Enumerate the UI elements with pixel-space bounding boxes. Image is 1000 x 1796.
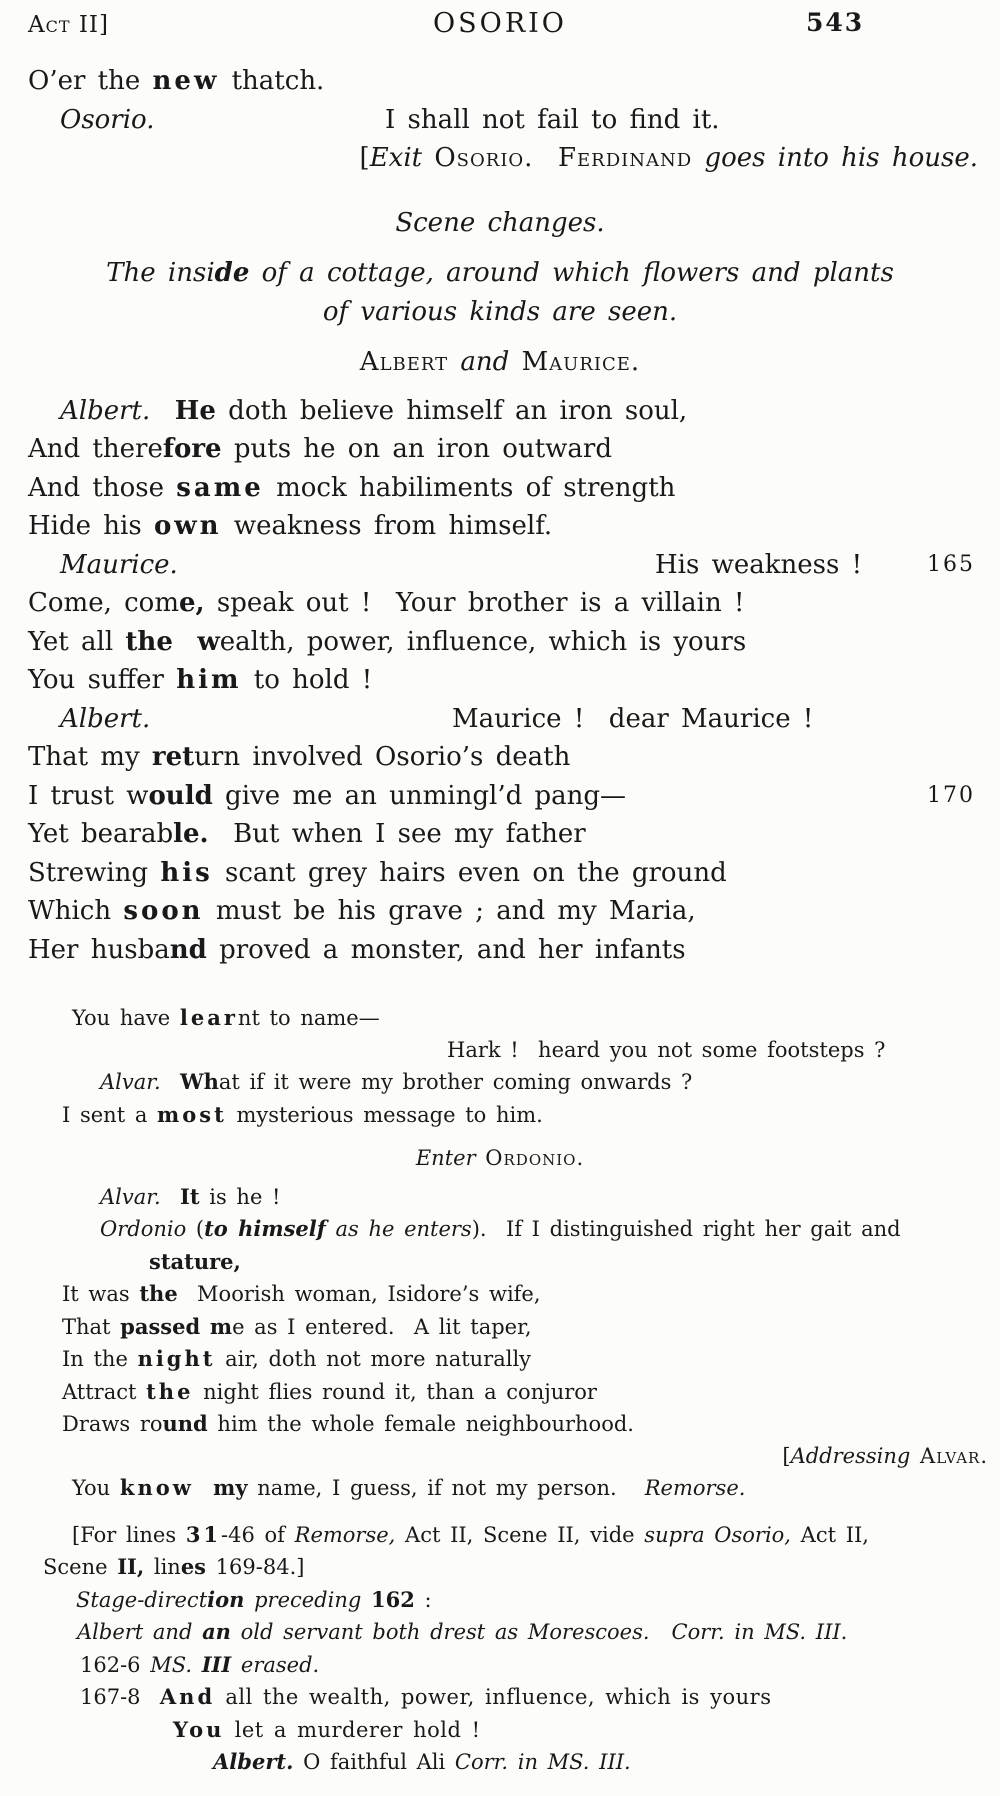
text-segment: Stage-direct (76, 1587, 208, 1612)
text-segment: mysterious message to him. (226, 1102, 543, 1127)
text-line (0, 1311, 1000, 1344)
text-segment: Moorish woman, Isidore’s wife, (177, 1282, 541, 1306)
text-segment: my (213, 1475, 248, 1500)
text-segment: That (62, 1314, 121, 1339)
text-segment: The insi (106, 258, 215, 288)
text-segment: Her husba (28, 934, 170, 965)
text-segment: Act II, (791, 1522, 869, 1547)
text-line (0, 1246, 1000, 1279)
text-segment: ret (151, 742, 195, 772)
text-segment: It was (62, 1282, 140, 1306)
header-act-label: Act II] (28, 12, 109, 38)
text-segment: must be his grave ; and my Maria, (203, 896, 696, 926)
text-segment: him (176, 665, 242, 695)
text-segment: w (197, 626, 220, 657)
text-segment: most (157, 1101, 227, 1127)
text-segment: at if it were my brother coming onwards ? (218, 1070, 693, 1094)
text-line (0, 293, 1000, 332)
text-segment: give me an unmingl’d pang— (212, 780, 627, 811)
text-segment: You (72, 1476, 120, 1500)
text-segment: Exit (369, 143, 423, 173)
text-segment (161, 1070, 180, 1094)
text-segment: I trust w (28, 780, 149, 811)
text-segment: I shall not fail to find it. (385, 104, 720, 135)
text-segment: Hark ! heard you not some footsteps ? (447, 1037, 886, 1062)
text-segment: You have (72, 1006, 180, 1030)
text-segment: And (159, 1684, 216, 1709)
text-segment: Hide his (28, 511, 154, 541)
text-segment: es (180, 1554, 206, 1579)
section-remorse-parallel-text (0, 1002, 1000, 1505)
text-segment: Scene (43, 1555, 118, 1579)
text-segment: Alvar. (920, 1443, 988, 1468)
text-segment: Albert and (77, 1620, 203, 1644)
text-segment: You suffer (28, 665, 177, 695)
text-segment: Remorse, (294, 1522, 396, 1547)
text-segment: Albert. (60, 395, 151, 426)
text-segment: de (214, 258, 250, 288)
text-segment: puts he on an iron outward (221, 434, 612, 464)
text-line (0, 392, 1000, 431)
text-line (0, 546, 1000, 585)
text-segment: his (160, 857, 213, 888)
text-segment: to hold ! (241, 665, 373, 695)
text-segment (422, 143, 434, 173)
text-line (0, 139, 1000, 178)
text-segment: mock habiliments of strength (263, 472, 676, 503)
text-segment: [ (359, 143, 370, 173)
text-segment: 31 (185, 1521, 222, 1547)
text-line (0, 1519, 1000, 1552)
text-segment: know (119, 1475, 194, 1500)
text-line (0, 343, 1000, 382)
text-segment: new (152, 66, 220, 96)
text-segment (231, 1653, 241, 1677)
text-segment (150, 396, 175, 426)
text-segment: proved a monster, and her infants (206, 934, 686, 965)
text-segment: Attract (62, 1379, 147, 1404)
text-segment: Albert. (213, 1749, 294, 1774)
text-segment: Remorse. (644, 1476, 746, 1500)
text-segment: Maurice. (521, 347, 641, 377)
text-segment: the (139, 1281, 178, 1306)
text-segment: Alvar. (100, 1070, 161, 1094)
text-segment: m (209, 1313, 233, 1339)
text-segment (173, 627, 198, 657)
text-segment: Ordonio (100, 1217, 187, 1241)
text-segment: supra Osorio, (644, 1522, 791, 1547)
text-segment: 169-84.] (206, 1555, 305, 1579)
verse-line-number: 170 (927, 782, 975, 808)
text-segment: night (137, 1346, 216, 1371)
text-segment: name, I guess, if not my person. (247, 1476, 617, 1500)
text-segment: stature, (149, 1248, 241, 1274)
text-segment: speak out ! Your brother is a villain ! (204, 588, 745, 618)
text-segment (161, 1185, 180, 1209)
text-line (0, 1143, 1000, 1175)
text-segment (509, 347, 521, 377)
text-line (0, 1551, 1000, 1584)
text-segment: is he ! (199, 1184, 281, 1209)
text-segment: fore (162, 434, 222, 464)
text-line (0, 1181, 1000, 1214)
text-segment: Maurice ! dear Maurice ! (452, 703, 814, 734)
text-segment: MS. (150, 1652, 193, 1677)
text-segment: Albert. (60, 703, 151, 734)
text-segment: all the wealth, power, influence, which is yours (215, 1685, 772, 1709)
text-segment: Maurice. (60, 549, 178, 580)
text-segment: ( (186, 1217, 205, 1241)
text-segment: His weakness ! (655, 549, 863, 580)
text-segment: II, (117, 1554, 145, 1579)
text-line (0, 1441, 1000, 1473)
text-line (0, 1408, 1000, 1441)
text-segment: Draws ro (62, 1412, 163, 1436)
text-segment: same (176, 472, 264, 503)
text-line (0, 1681, 1000, 1714)
text-segment (448, 347, 460, 377)
section-footnotes (0, 1519, 1000, 1779)
text-segment: It (180, 1183, 200, 1209)
text-segment (910, 1444, 920, 1468)
text-segment: 162 (370, 1586, 415, 1612)
text-segment: That my (28, 742, 152, 772)
text-segment: O’er the (28, 66, 153, 96)
text-line (0, 469, 1000, 508)
text-segment: nt to name— (237, 1006, 380, 1030)
text-segment (476, 1146, 486, 1170)
text-segment: Act II, Scene II, vide (395, 1522, 645, 1547)
text-segment: [For lines (72, 1522, 186, 1547)
text-segment: ealth, power, influence, which is yours (219, 626, 747, 657)
text-segment: Scene changes. (395, 207, 605, 238)
text-segment: Come, com (28, 588, 179, 618)
text-segment (192, 1653, 202, 1677)
text-segment: Which (28, 896, 124, 926)
text-segment: Alvar. (100, 1184, 161, 1209)
text-segment: Corr. in MS. III. (454, 1750, 631, 1774)
text-segment: Osorio. (434, 143, 534, 173)
text-segment: Ferdinand (557, 143, 693, 173)
text-segment: him the whole female neighbourhood. (207, 1412, 634, 1436)
text-line (0, 1714, 1000, 1747)
text-line (0, 1099, 1000, 1132)
text-line (0, 1472, 1000, 1505)
text-segment (533, 143, 558, 173)
text-line (0, 204, 1000, 243)
text-segment: You (173, 1716, 225, 1742)
text-segment: weakness from himself. (221, 511, 553, 541)
text-line (0, 931, 1000, 970)
text-segment: of a cottage, around which flowers and plants (249, 258, 894, 288)
text-line (0, 1616, 1000, 1649)
text-segment: Yet bearab (28, 819, 174, 849)
text-segment: -46 of (221, 1522, 295, 1547)
text-line (0, 1649, 1000, 1682)
text-segment: And those (28, 472, 177, 503)
text-segment: Osorio. (60, 104, 155, 135)
text-segment: III (201, 1651, 232, 1677)
text-segment: old servant both drest as Morescoes. (230, 1620, 650, 1644)
text-segment: an (202, 1619, 231, 1644)
text-segment: And there (28, 434, 163, 464)
text-segment: thatch. (219, 66, 325, 96)
text-segment: soon (123, 896, 204, 926)
text-segment: Albert (359, 347, 449, 377)
text-segment: In the (62, 1347, 138, 1371)
text-line (0, 738, 1000, 777)
text-segment: lin (144, 1555, 181, 1579)
text-line (0, 1376, 1000, 1409)
text-segment: ion (207, 1586, 245, 1612)
text-segment: to himself (204, 1216, 326, 1241)
text-segment: Strewing (28, 857, 161, 888)
text-segment: I sent a (62, 1102, 158, 1127)
text-segment: own (153, 511, 222, 541)
text-segment (194, 1476, 213, 1500)
section-main-text (0, 62, 1000, 969)
text-segment: erased. (240, 1652, 320, 1677)
text-line (0, 1343, 1000, 1376)
text-segment: ould (148, 780, 213, 811)
text-line (0, 1066, 1000, 1099)
text-segment: urn involved Osorio’s death (194, 742, 571, 772)
text-line (0, 854, 1000, 893)
text-segment: goes into his house. (704, 143, 978, 173)
text-segment: let a murderer hold ! (224, 1717, 481, 1742)
text-segment: lear (179, 1005, 238, 1030)
text-segment: le. (173, 819, 209, 849)
text-line (0, 892, 1000, 931)
text-segment: Corr. in MS. III. (671, 1620, 848, 1644)
text-line (0, 700, 1000, 739)
text-segment (200, 1315, 210, 1339)
text-segment: night flies round it, than a conjuror (193, 1379, 597, 1404)
text-segment: He (174, 395, 216, 426)
text-segment: Yet all (28, 626, 126, 657)
text-segment: Addressing (790, 1443, 911, 1468)
running-header (0, 0, 1000, 50)
text-segment: ). If I distinguished right her gait and (471, 1217, 901, 1241)
text-segment (692, 143, 704, 173)
text-segment: scant grey hairs even on the ground (212, 857, 727, 888)
text-segment: e as I entered. A lit taper, (232, 1314, 532, 1339)
text-line (0, 1584, 1000, 1617)
text-line (0, 777, 1000, 816)
text-line (0, 623, 1000, 662)
text-segment: passed (120, 1313, 201, 1339)
text-segment: e, (179, 588, 205, 618)
text-line (0, 815, 1000, 854)
text-line (0, 254, 1000, 293)
page-number: 543 (806, 8, 865, 37)
text-line (0, 1746, 1000, 1779)
text-segment: the (125, 626, 173, 657)
text-segment: O faithful Ali (293, 1750, 455, 1774)
text-line (0, 661, 1000, 700)
text-line (0, 62, 1000, 101)
text-segment: air, doth not more naturally (215, 1347, 532, 1371)
verse-line-number: 165 (927, 551, 975, 577)
text-segment: : (414, 1587, 432, 1612)
text-segment: doth believe himself an iron soul, (215, 395, 688, 426)
text-segment: But when I see my father (208, 819, 586, 849)
text-segment: [ (782, 1443, 791, 1468)
text-segment: Wh (180, 1069, 219, 1094)
text-segment: preceding (244, 1587, 371, 1612)
text-line (0, 507, 1000, 546)
text-segment: 167-8 (80, 1685, 160, 1709)
text-line (0, 1278, 1000, 1311)
text-line (0, 101, 1000, 140)
text-segment: nd (169, 934, 207, 965)
page-title: OSORIO (433, 8, 567, 39)
text-segment: 162-6 (80, 1652, 151, 1677)
text-line (0, 584, 1000, 623)
text-line (0, 1035, 1000, 1067)
text-line (0, 430, 1000, 469)
text-segment: Ordonio. (485, 1146, 585, 1170)
text-segment: of various kinds are seen. (322, 296, 678, 327)
text-segment: and (460, 347, 510, 377)
text-segment: und (162, 1411, 208, 1436)
text-line (0, 1213, 1000, 1246)
text-line (0, 1002, 1000, 1035)
text-segment: Enter (415, 1146, 476, 1170)
text-segment: as he enters (325, 1217, 472, 1241)
text-segment: the (146, 1378, 194, 1404)
